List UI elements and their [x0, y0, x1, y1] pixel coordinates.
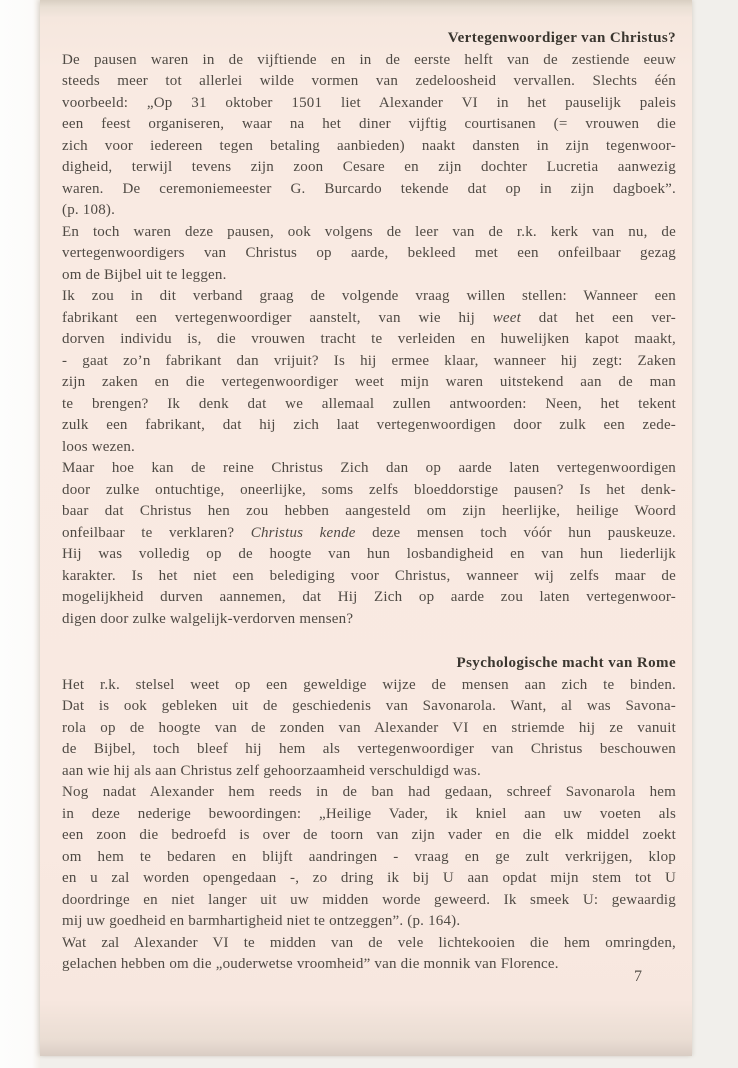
- text-line: De pausen waren in de vijftiende en in de eerste helft van de zestiende eeuw: [62, 51, 676, 68]
- scan-margin-strip: [0, 0, 40, 1068]
- text-line: voorbeeld: „Op 31 oktober 1501 liet Alexander VI in het pauselijk paleis: [62, 94, 676, 111]
- text-line: om hem te bedaren en blijft aandringen - vraag en ge zult verkrijgen, klop: [62, 848, 676, 865]
- book-page: [40, 0, 692, 1056]
- text-line: zulk een fabrikant, dat hij zich laat vertegenwoordigen door zulk een zede-: [62, 417, 676, 433]
- text-line: in deze nederige bewoordingen: „Heilige Vader, ik kniel aan uw voeten als: [62, 805, 676, 822]
- text-line: en u zal worden opengedaan -, zo dring ik bij U aan opdat mijn stem tot U: [62, 870, 676, 886]
- section-heading: Vertegenwoordiger van Christus?: [447, 30, 676, 46]
- text-line: Hij was volledig op de hoogte van hun losbandigheid en van hun liederlijk: [62, 546, 676, 562]
- text-line: - gaat zo’n fabrikant dan vrijuit? Is hij ermee klaar, wanneer hij zegt: Zaken: [62, 352, 676, 369]
- section-heading: Psychologische macht van Rome: [456, 655, 676, 671]
- text-line: Ik zou in dit verband graag de volgende vraag willen stellen: Wanneer een: [62, 288, 676, 304]
- text-line: loos wezen.: [62, 438, 136, 455]
- text-line: de Bijbel, toch bleef hij hem als vertegenwoordiger van Christus beschouwen: [62, 741, 676, 757]
- text-line: Maar hoe kan de reine Christus Zich dan op aarde laten vertegenwoordigen: [62, 460, 676, 476]
- text-line: een feest organiseren, waar na het diner vijftig courtisanen (= vrouwen die: [62, 116, 676, 132]
- text-line: karakter. Is het niet een belediging voor Christus, wanneer wij zelfs maar de: [62, 567, 676, 584]
- text-line: zijn zaken en die vertegenwoordiger weet mijn waren uitstekend aan de man: [62, 374, 676, 390]
- text-line: Het r.k. stelsel weet op een geweldige wijze de mensen aan zich te binden.: [62, 676, 676, 693]
- text-line: onfeilbaar te verklaren? Christus kende deze mensen toch vóór hun pauskeuze.: [62, 524, 676, 541]
- text-line: digheid, terwijl tevens zijn zoon Cesare en zijn dochter Lucretia aanwezig: [62, 159, 676, 175]
- text-line: rola op de hoogte van de zonden van Alexander VI en striemde hij ze vanuit: [62, 719, 676, 736]
- text-line: baar dat Christus hen zou hebben aangesteld om zijn heerlijke, heilige Woord: [62, 503, 676, 519]
- text-line: gelachen hebben om die „ouderwetse vroomheid” van die monnik van Florence.: [62, 956, 559, 972]
- text-line: steeds meer tot allerlei wilde vormen van zedeloosheid vervallen. Slechts één: [62, 73, 676, 89]
- page-number: 7: [634, 968, 642, 985]
- text-line: Nog nadat Alexander hem reeds in de ban had gedaan, schreef Savonarola hem: [62, 784, 676, 800]
- text-line: mogelijkheid durven aannemen, dat Hij Zich op aarde zou laten vertegenwoor-: [62, 589, 676, 605]
- text-line: Dat is ook gebleken uit de geschiedenis van Savonarola. Want, al was Savona-: [62, 698, 676, 714]
- text-line: aan wie hij als aan Christus zelf gehoorzaamheid verschuldigd was.: [62, 762, 481, 779]
- text-line: te brengen? Ik denk dat we allemaal zullen antwoorden: Neen, het tekent: [62, 395, 676, 412]
- text-line: vertegenwoordigers van Christus op aarde, bekleed met een onfeilbaar gezag: [62, 245, 676, 261]
- page-content: [62, 28, 676, 976]
- text-line: dorven individu is, die vrouwen tracht te verleiden en huwelijken kapot maakt,: [62, 331, 676, 347]
- text-line: Wat zal Alexander VI te midden van de vele lichtekooien die hem omringden,: [62, 934, 676, 951]
- text-line: doordringe en niet langer uit uw midden worde geweerd. Ik smeek U: gewaardig: [62, 891, 676, 908]
- text-line: om de Bijbel uit te leggen.: [62, 266, 227, 283]
- text-line: zich voor iedereen tegen betaling aanbieden) naakt dansten in zijn tegenwoor-: [62, 137, 676, 154]
- text-line: En toch waren deze pausen, ook volgens de leer van de r.k. kerk van nu, de: [62, 223, 676, 240]
- text-line: een zoon die bedroefd is over de toorn van zijn vader en die elk middel zoekt: [62, 827, 676, 843]
- text-line: door zulke ontuchtige, oneerlijke, soms zelfs bloeddorstige pausen? Is het denk-: [62, 481, 676, 498]
- text-line: (p. 108).: [62, 202, 116, 218]
- text-line: digen door zulke walgelijk-verdorven mensen?: [62, 610, 354, 627]
- text-line: fabrikant een vertegenwoordiger aanstelt, van wie hij weet dat het een ver-: [62, 309, 676, 326]
- text-line: mij uw goedheid en barmhartigheid niet te ontzeggen”. (p. 164).: [62, 913, 461, 929]
- text-line: waren. De ceremoniemeester G. Burcardo tekende dat op in zijn dagboek”.: [62, 180, 676, 197]
